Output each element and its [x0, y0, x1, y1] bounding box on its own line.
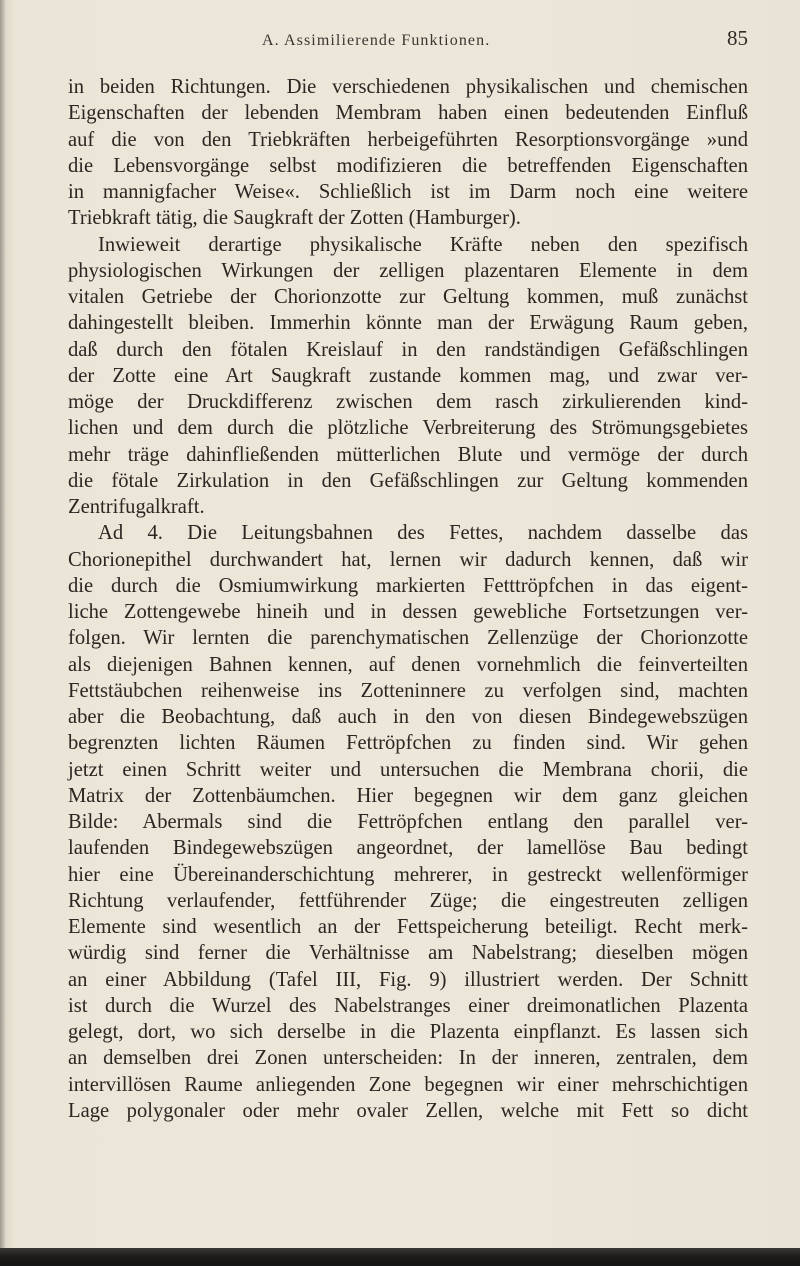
scan-bottom-edge [0, 1248, 800, 1266]
text-line: an demselben drei Zonen unterscheiden: In der inneren, zentralen, dem [68, 1047, 748, 1070]
text-line: als diejenigen Bahnen kennen, auf denen vornehmlich die feinverteilten [68, 653, 748, 676]
text-line: Matrix der Zottenbäumchen. Hier begegnen wir dem ganz gleichen [68, 784, 748, 807]
text-line: liche Zottengewebe hineih und in dessen gewebliche Fortsetzungen ver- [68, 601, 748, 623]
text-line: in mannigfacher Weise«. Schließlich ist im Darm noch eine weitere [68, 181, 748, 203]
text-line: folgen. Wir lernten die parenchymatischen Zellenzüge der Chorionzotte [68, 627, 748, 650]
text-line: lichen und dem durch die plötzliche Verbreiterung des Strömungsgebietes [68, 417, 748, 440]
text-line: die Lebensvorgänge selbst modifizieren die betreffenden Eigenschaften [68, 154, 748, 177]
text-line: dahingestellt bleiben. Immerhin könnte man der Erwägung Raum geben, [68, 312, 748, 335]
running-head: A. Assimilierende Funktionen. [262, 32, 491, 49]
text-line: an einer Abbildung (Tafel III, Fig. 9) illustriert werden. Der Schnitt [68, 968, 748, 991]
text-line: in beiden Richtungen. Die verschiedenen physikalischen und chemischen [68, 76, 748, 98]
page-number: 85 [727, 26, 748, 50]
page-header [0, 24, 800, 54]
text-line: die fötale Zirkulation in den Gefäßschlingen zur Geltung kommenden [68, 469, 748, 492]
text-line: laufenden Bindegewebszügen angeordnet, der lamellöse Bau bedingt [68, 837, 748, 860]
text-line: möge der Druckdifferenz zwischen dem rasch zirkulierenden kind- [68, 391, 748, 413]
text-line: daß durch den fötalen Kreislauf in den randständigen Gefäßschlingen [68, 338, 748, 361]
text-line: Fettstäubchen reihenweise ins Zotteninnere zu verfolgen sind, machten [68, 679, 748, 702]
text-line: Bilde: Abermals sind die Fettröpfchen entlang den parallel ver- [68, 811, 748, 833]
text-line: Ad 4. Die Leitungsbahnen des Fettes, nachdem dasselbe das [98, 522, 748, 545]
text-line: würdig sind ferner die Verhältnisse am Nabelstrang; dieselben mögen [68, 942, 748, 965]
text-line: intervillösen Raume anliegenden Zone begegnen wir einer mehrschichtigen [68, 1073, 748, 1096]
text-line: begrenzten lichten Räumen Fettröpfchen zu finden sind. Wir gehen [68, 732, 748, 755]
text-line: Lage polygonaler oder mehr ovaler Zellen, welche mit Fett so dicht [68, 1099, 748, 1122]
text-line: physiologischen Wirkungen der zelligen plazentaren Elemente in dem [68, 259, 748, 282]
text-line: die durch die Osmiumwirkung markierten Fetttröpfchen in das eigent- [68, 574, 748, 597]
binding-shadow [0, 0, 6, 1266]
text-line: Triebkraft tätig, die Saugkraft der Zotten (Hamburger). [68, 207, 521, 230]
body-text [68, 74, 748, 1124]
text-line: Eigenschaften der lebenden Membram haben einen bedeutenden Einfluß [68, 102, 748, 125]
text-line: vitalen Getriebe der Chorionzotte zur Geltung kommen, muß zunächst [68, 286, 748, 308]
text-line: Elemente sind wesentlich an der Fettspeicherung beteiligt. Recht merk- [68, 916, 748, 938]
text-line: aber die Beobachtung, daß auch in den von diesen Bindegewebszügen [68, 706, 748, 728]
text-line: Richtung verlaufender, fettführender Züge; die eingestreuten zelligen [68, 889, 748, 912]
text-line: jetzt einen Schritt weiter und untersuchen die Membrana chorii, die [68, 758, 748, 781]
text-line: mehr träge dahinfließenden mütterlichen Blute und vermöge der durch [68, 443, 748, 466]
text-line: Chorionepithel durchwandert hat, lernen wir dadurch kennen, daß wir [68, 548, 748, 571]
text-line: Zentrifugalkraft. [68, 496, 205, 518]
text-line: ist durch die Wurzel des Nabelstranges einer dreimonatlichen Plazenta [68, 994, 748, 1017]
text-line: Inwieweit derartige physikalische Kräfte neben den spezifisch [98, 233, 748, 256]
text-line: gelegt, dort, wo sich derselbe in die Plazenta einpflanzt. Es lassen sich [68, 1021, 748, 1043]
text-line: der Zotte eine Art Saugkraft zustande kommen mag, und zwar ver- [68, 364, 748, 387]
text-line: hier eine Übereinanderschichtung mehrerer, in gestreckt wellenförmiger [68, 863, 748, 886]
text-line: auf die von den Triebkräften herbeigeführten Resorptionsvorgänge »und [68, 128, 748, 151]
